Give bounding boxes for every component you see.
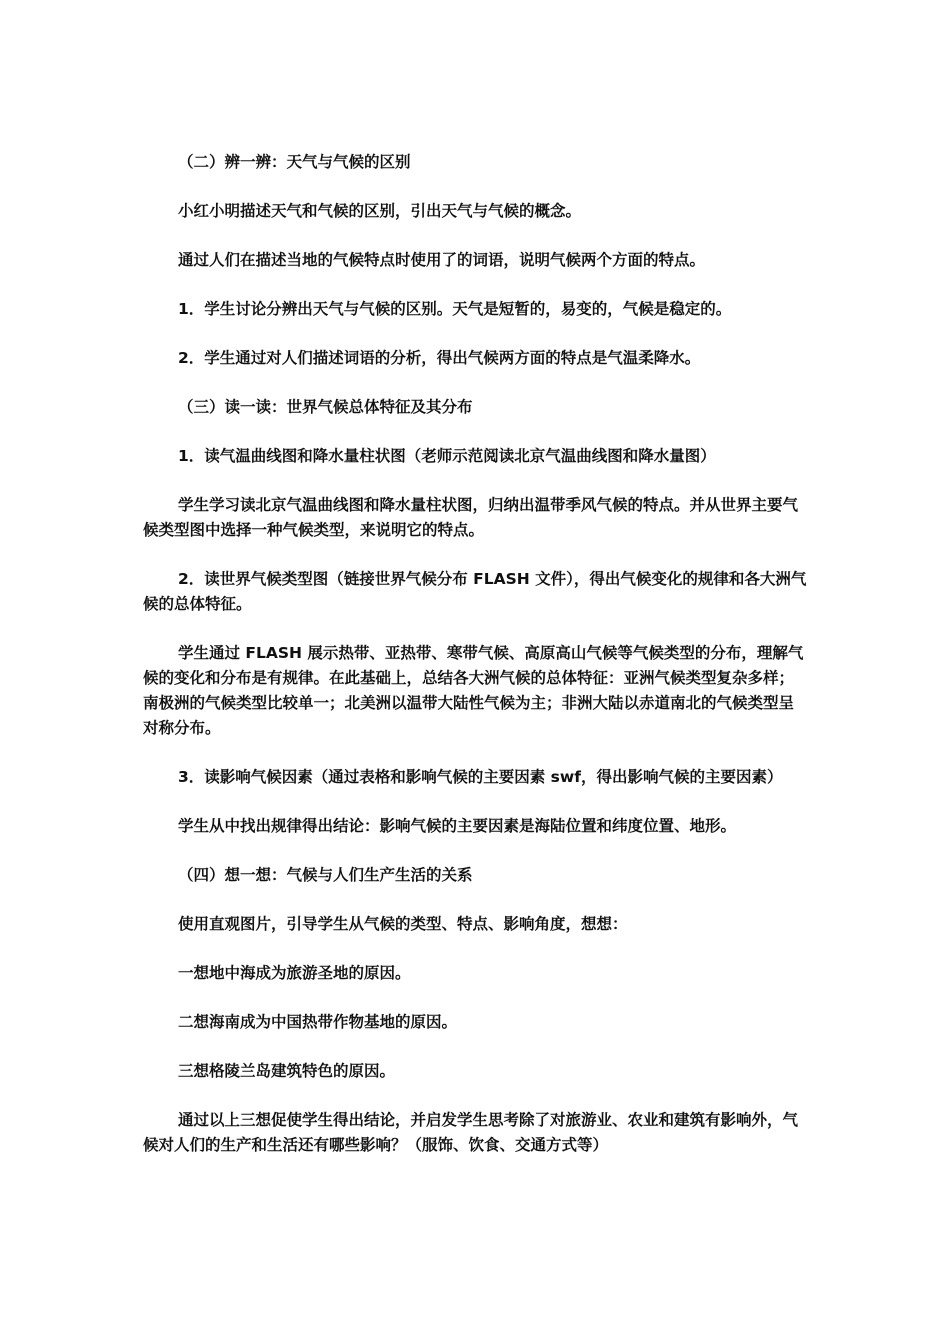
paragraph: 使用直观图片，引导学生从气候的类型、特点、影响角度，想想： — [178, 915, 628, 933]
document-body — [143, 150, 808, 1182]
paragraph: 二想海南成为中国热带作物基地的原因。 — [178, 1013, 458, 1031]
list-item: 3．读影响气候因素（通过表格和影响气候的主要因素 swf，得出影响气候的主要因素） — [178, 768, 783, 786]
paragraph: 小红小明描述天气和气候的区别，引出天气与气候的概念。 — [178, 202, 582, 220]
paragraph: 一想地中海成为旅游圣地的原因。 — [178, 964, 411, 982]
paragraph: 通过以上三想促使学生得出结论，并启发学生思考除了对旅游业、农业和建筑有影响外，气候对人们的生产和生活还有哪些影响？（服饰、饮食、交通方式等） — [143, 1111, 799, 1154]
paragraph: 通过人们在描述当地的气候特点时使用了的词语，说明气候两个方面的特点。 — [178, 251, 706, 269]
paragraph: 三想格陵兰岛建筑特色的原因。 — [178, 1062, 396, 1080]
paragraph: 学生从中找出规律得出结论：影响气候的主要因素是海陆位置和纬度位置、地形。 — [178, 817, 737, 835]
list-item: 1．读气温曲线图和降水量柱状图（老师示范阅读北京气温曲线图和降水量图） — [178, 447, 716, 465]
paragraph: 学生学习读北京气温曲线图和降水量柱状图，归纳出温带季风气候的特点。并从世界主要气候类型图中选择一种气候类型，来说明它的特点。 — [143, 496, 799, 539]
section-heading-2: （二）辨一辨：天气与气候的区别 — [178, 153, 411, 171]
section-heading-3: （三）读一读：世界气候总体特征及其分布 — [178, 398, 473, 416]
paragraph: 学生通过 FLASH 展示热带、亚热带、寒带气候、高原高山气候等气候类型的分布，理解气候的变化和分布是有规律。在此基础上，总结各大洲气候的总体特征：亚洲气候类型复杂多样；南极洲的气候类型比较单一；北美洲以温带大陆性气候为主；非洲大陆以赤道南北的气候类型呈对称分布。 — [143, 644, 804, 737]
list-item: 2．学生通过对人们描述词语的分析，得出气候两方面的特点是气温柔降水。 — [178, 349, 701, 367]
section-heading-4: （四）想一想：气候与人们生产生活的关系 — [178, 866, 473, 884]
list-item: 1．学生讨论分辨出天气与气候的区别。天气是短暂的，易变的，气候是稳定的。 — [178, 300, 732, 318]
list-item: 2．读世界气候类型图（链接世界气候分布 FLASH 文件），得出气候变化的规律和各大洲气候的总体特征。 — [143, 570, 807, 613]
